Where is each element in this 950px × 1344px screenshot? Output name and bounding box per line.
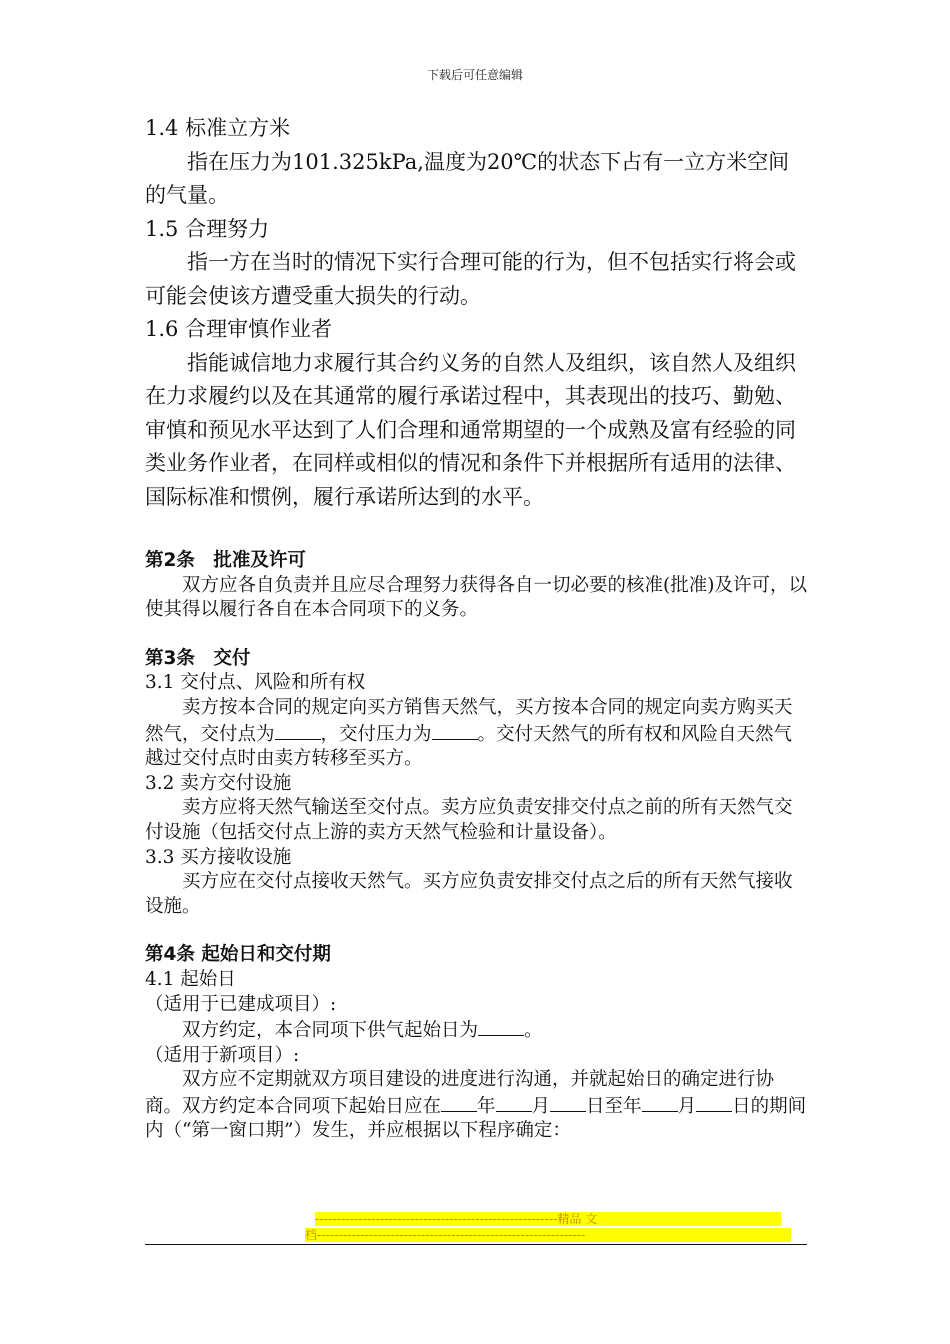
- footer: [145, 1212, 807, 1246]
- year-blank-1: [441, 1093, 477, 1112]
- clause-3-1-text-c: 。交付天然气的所有权和风险自天然气越过交付点时由卖方转移至买方。: [145, 723, 793, 770]
- article-2-heading: 第2条 批准及许可: [145, 550, 306, 571]
- footer-rule: [145, 1244, 807, 1245]
- clause-3-2-title: 3.2 卖方交付设施: [145, 772, 292, 794]
- footer-watermark-line-2: 档--------------------------------------------------------------: [305, 1228, 791, 1242]
- month-blank-2: [642, 1093, 678, 1112]
- clause-3-1-body: [145, 696, 810, 772]
- header-note: 下载后可任意编辑: [426, 68, 523, 82]
- case-existing-text-b: 。: [524, 1020, 543, 1042]
- spacer: [145, 514, 810, 549]
- clause-1-5-body: 指一方在当时的情况下实行合理可能的行为，但不包括实行将会或可能会使该方遭受重大损失的行动。: [145, 250, 796, 308]
- case-new-project: （适用于新项目）:: [145, 1044, 300, 1066]
- case-new-text-b: 日的期间内（“第一窗口期”）发生，并应根据以下程序确定：: [145, 1095, 807, 1142]
- month-label-2: 月: [677, 1095, 697, 1117]
- article-4-heading: 第4条 起始日和交付期: [145, 944, 331, 966]
- month-blank-1: [496, 1093, 532, 1112]
- case-new-body: [145, 1068, 810, 1144]
- case-new-text-a: 双方应不定期就双方项目建设的进度进行沟通，并就起始日的确定进行协商。双方约定本合同项下起始日应在: [145, 1069, 775, 1117]
- footer-watermark-line-1: --------------------------------------------------------精品 文: [315, 1212, 781, 1226]
- delivery-point-blank: [275, 721, 321, 740]
- clause-1-5-title: 1.5 合理努力: [145, 216, 270, 241]
- clause-3-1-text-a: 卖方按本合同的规定向买方销售天然气，买方按本合同的规定向卖方购买天然气，交付点为: [145, 696, 793, 745]
- clause-3-3-body: 买方应在交付点接收天然气。买方应负责安排交付点之后的所有天然气接收设施。: [145, 871, 793, 917]
- clause-1-6-body: 指能诚信地力求履行其合约义务的自然人及组织，该自然人及组织在力求履约以及在其通常的履行承诺过程中，其表现出的技巧、勤勉、审慎和预见水平达到了人们合理和通常期望的一个成熟及富有经验的同类业务作业者，在同样或相似的情况和条件下并根据所有适用的法律、国际标准和惯例，履行承诺所达到的水平。: [145, 350, 796, 509]
- clause-3-3-title: 3.3 买方接收设施: [145, 846, 292, 868]
- year-label-2: 年: [623, 1095, 642, 1117]
- day-to-label: 日至: [586, 1095, 624, 1117]
- clause-3-1-text-b: ，交付压力为: [320, 723, 432, 745]
- delivery-pressure-blank: [432, 721, 478, 740]
- clause-4-1-title: 4.1 起始日: [145, 968, 236, 990]
- month-label-1: 月: [531, 1095, 551, 1117]
- clause-1-4-title: 1.4 标准立方米: [145, 116, 291, 140]
- case-existing-project: （适用于已建成项目）:: [145, 993, 337, 1015]
- article-2-body: 双方应各自负责并且应尽合理努力获得各自一切必要的核准(批准)及许可，以使其得以履行各自在本合同项下的义务。: [145, 574, 807, 621]
- clause-1-6-title: 1.6 合理审慎作业者: [145, 317, 333, 341]
- clause-3-1-title: 3.1 交付点、风险和所有权: [145, 672, 366, 694]
- spacer: [145, 623, 810, 647]
- day-blank-1: [550, 1093, 586, 1112]
- spacer: [145, 919, 810, 943]
- clause-1-4-body: 指在压力为101.325kPa,温度为20℃的状态下占有一立方米空间的气量。: [145, 149, 790, 207]
- day-blank-2: [696, 1093, 732, 1112]
- article-3-heading: 第3条 交付: [145, 647, 251, 669]
- case-existing-body: [145, 1017, 810, 1044]
- start-date-blank: [478, 1017, 524, 1036]
- case-existing-text-a: 双方约定，本合同项下供气起始日为: [182, 1020, 479, 1042]
- clause-3-2-body: 卖方应将天然气输送至交付点。卖方应负责安排交付点之前的所有天然气交付设施（包括交付点上游的卖方天然气检验和计量设备）。: [145, 797, 793, 843]
- document-body: [145, 112, 810, 1144]
- year-label-1: 年: [477, 1095, 496, 1117]
